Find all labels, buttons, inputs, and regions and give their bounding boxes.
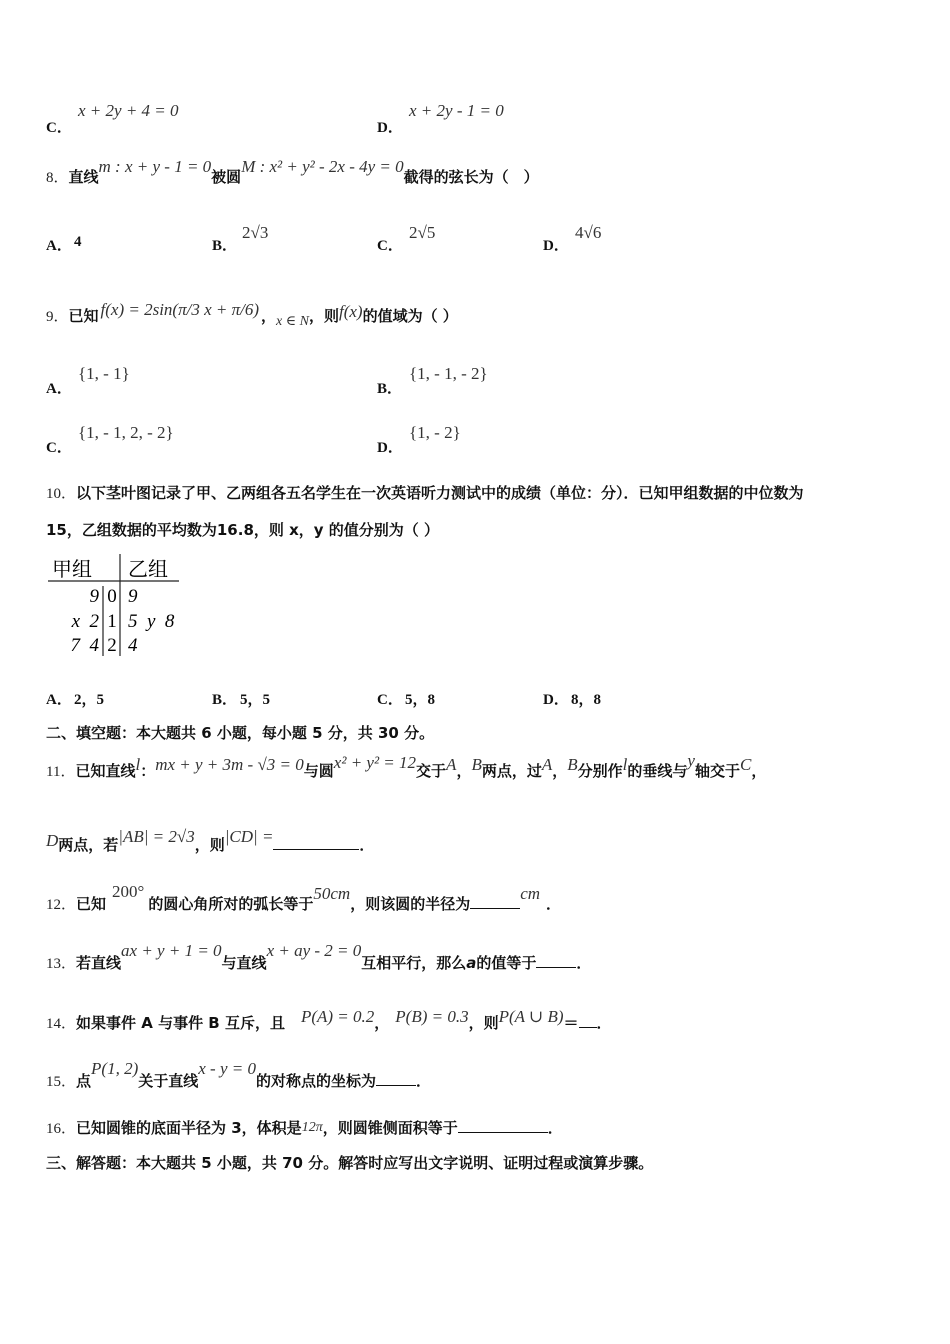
q11-line-expr: mx + y + 3m - √3 = 0 [155,755,304,774]
q11-line-l: l [135,755,141,774]
q11-line-l-2: l [622,755,628,774]
q10-number: 10． [46,486,77,502]
q11-point-a: A [446,755,457,774]
q8-text-3: 截得的弦长为（ ） [403,168,539,186]
q13-var-a: a [466,954,477,972]
q14-text-1: 如果事件 A 与事件 B 互斥，且 [76,1014,285,1032]
q14-stem [46,1007,612,1033]
plot-row-1-stem: 0 [107,586,117,607]
q14-period: ． [596,1014,612,1032]
q11-comma-1: ， [456,762,472,780]
plot-row-3-leaves-left: 7 4 [70,635,99,656]
plot-row-1-leaves-left: 9 [89,586,99,607]
q10-option-c-label: C． [377,692,403,708]
q11-cd-expr: |CD| = [224,827,274,846]
q10-option-a-value: 2，5 [74,692,105,708]
q8-option-c-value: 2√5 [409,223,436,242]
q11-text-9: ，则 [194,836,225,854]
section-3-heading: 三、解答题：本大题共 5 小题，共 70 分。解答时应写出文字说明、证明过程或演算步骤。 [46,1154,654,1172]
q10-option-a-label: A． [46,692,72,708]
q14-answer-blank[interactable] [579,1013,597,1028]
q16-stem [46,1117,563,1138]
q16-period: ． [547,1119,563,1137]
q11-point-c: C [739,755,752,774]
q12-unit-cm: cm [520,884,541,903]
q8-number: 8． [46,170,69,186]
q15-text-1: 点 [76,1072,92,1090]
q9-domain-expr: x ∈ N [276,314,309,329]
q7-option-c-expr: x + 2y + 4 = 0 [78,101,179,120]
q14-comma: ， [374,1014,390,1032]
q9-number: 9． [46,309,69,325]
q13-line-2-expr: x + ay - 2 = 0 [266,941,362,960]
q11-text-2: 与圆 [303,762,334,780]
q13-text-1: 若直线 [76,954,122,972]
q12-arc-expr: 50cm [313,884,351,903]
q9-option-a-value: {1, - 1} [78,364,130,383]
q10-text-1: 以下茎叶图记录了甲、乙两组各五名学生在一次英语听力测试中的成绩（单位：分）．已知甲组数据的中位数为 [76,484,804,502]
q10-option-c-value: 5，8 [405,692,436,708]
q10-option-b-value: 5，5 [240,692,271,708]
q15-stem [46,1059,432,1091]
q15-number: 15． [46,1074,77,1090]
q10-option-b-label: B． [212,692,238,708]
q12-angle-expr: 200° [112,882,145,901]
q15-text-3: 的对称点的坐标为 [256,1072,377,1090]
q15-text-2: 关于直线 [138,1072,199,1090]
q13-line-1-expr: ax + y + 1 = 0 [121,941,222,960]
q8-stem [46,157,539,187]
section-2-heading: 二、填空题：本大题共 6 小题，每小题 5 分，共 30 分。 [46,724,435,742]
q8-text-2: 被圆 [211,168,242,186]
q8-option-b-label: B． [212,238,238,254]
q8-option-a-value: 4 [74,234,82,250]
q9-text-2: ，则 [308,307,339,325]
q11-number: 11． [46,764,76,780]
q11-point-a-2: A [541,755,553,774]
q13-text-2: 与直线 [221,954,267,972]
q8-option-d-value: 4√6 [575,223,602,242]
q11-circle-expr: x² + y² = 12 [333,753,417,772]
q11-text-5: 分别作 [577,762,623,780]
q11-text-7: 轴交于 [694,762,740,780]
q14-text-2: ，则 [468,1014,499,1032]
q8-line-expr: m : x + y - 1 = 0 [98,157,212,176]
q11-text-6: 的垂线与 [627,762,688,780]
q7-option-d-label: D． [377,120,403,136]
q15-period: ． [416,1072,432,1090]
stem-leaf-plot [46,552,186,658]
q9-comma: ， [261,307,277,325]
q15-line-expr: x - y = 0 [198,1059,256,1078]
q14-pb-expr: P(B) = 0.3 [395,1007,469,1026]
q8-circle-expr: M : x² + y² - 2x - 4y = 0 [241,157,404,176]
q11-text-1: 已知直线 [75,762,136,780]
q9-stem [46,300,458,329]
q13-text-4: 的值等于 [476,954,537,972]
q9-text-1: 已知 [68,307,99,325]
plot-row-2-leaves-left: x 2 [71,611,99,632]
q11-comma-3: ， [751,762,767,780]
q9-function-expr: f(x) = 2sin(π/3 x + π/6) [100,300,260,319]
q8-option-c-label: C． [377,238,403,254]
q13-text-3: 互相平行，那么 [361,954,467,972]
q11-axis-y: y [687,751,695,770]
q9-text-3: 的值域为（ ） [362,307,458,325]
q9-option-c-value: {1, - 1, 2, - 2} [78,423,174,442]
q11-point-d: D [46,831,59,850]
q11-answer-blank[interactable] [273,835,359,850]
q9-option-b-value: {1, - 1, - 2} [409,364,488,383]
plot-row-2-stem: 1 [107,611,117,632]
q14-pa-expr: P(A) = 0.2 [300,1007,375,1026]
q12-number: 12． [46,897,77,913]
plot-header-left: 甲组 [52,559,92,581]
q14-number: 14． [46,1016,77,1032]
q8-option-a-label: A． [46,238,72,254]
q14-equals: ＝ [563,1014,579,1032]
q9-option-d-label: D． [377,440,403,456]
q11-text-8: 两点，若 [58,836,119,854]
q11-colon: ： [140,762,156,780]
q10-stem-line-1 [46,482,804,503]
q8-option-d-label: D． [543,238,569,254]
q11-stem-line-2 [46,827,375,855]
q16-text-2: ，则圆锥侧面积等于 [322,1119,458,1137]
q9-option-b-label: B． [377,381,403,397]
q11-comma-2: ， [552,762,568,780]
q10-stem-line-2: 15，乙组数据的平均数为16.8，则 x，y 的值分别为（ ） [46,521,440,539]
q11-ab-expr: |AB| = 2√3 [118,827,195,846]
q13-answer-blank[interactable] [536,953,576,968]
q12-answer-blank[interactable] [470,894,520,909]
q7-option-c-label: C． [46,120,72,136]
q16-number: 16． [46,1121,77,1137]
plot-row-3-leaves-right: 4 [128,635,138,656]
plot-row-3-stem: 2 [107,635,117,656]
q11-text-4: 两点，过 [481,762,542,780]
q15-answer-blank[interactable] [376,1071,416,1086]
q11-period: ． [359,836,375,854]
q12-stem [46,882,562,914]
q10-option-d-value: 8，8 [571,692,602,708]
plot-row-1-leaves-right: 9 [128,586,138,607]
q8-text-1: 直线 [68,168,99,186]
q12-text-3: ，则该圆的半径为 [350,895,471,913]
q12-text-2: 的圆心角所对的弧长等于 [148,895,314,913]
q16-text-1: 已知圆锥的底面半径为 3，体积是 [76,1119,302,1137]
q10-option-d-label: D． [543,692,569,708]
q7-option-d-expr: x + 2y - 1 = 0 [409,101,504,120]
q15-point-expr: P(1, 2) [91,1059,139,1078]
q13-number: 13． [46,956,77,972]
q9-option-a-label: A． [46,381,72,397]
q11-stem-line-1 [46,751,767,781]
q9-fx-expr: f(x) [338,302,363,321]
q13-period: ． [576,954,592,972]
plot-header-right: 乙组 [128,559,168,581]
q11-point-b: B [471,755,482,774]
q11-point-b-2: B [567,755,578,774]
plot-row-2-leaves-right: 5 y 8 [128,611,175,632]
q9-option-d-value: {1, - 2} [409,423,461,442]
q16-volume-expr: 12π [301,1120,323,1135]
q13-stem [46,941,592,973]
q14-union-expr: P(A ∪ B) [498,1007,564,1026]
q11-text-3: 交于 [416,762,447,780]
q12-period: ． [546,895,562,913]
q12-text-1: 已知 [76,895,107,913]
q8-option-b-value: 2√3 [242,223,269,242]
q16-answer-blank[interactable] [458,1118,548,1133]
q9-option-c-label: C． [46,440,72,456]
